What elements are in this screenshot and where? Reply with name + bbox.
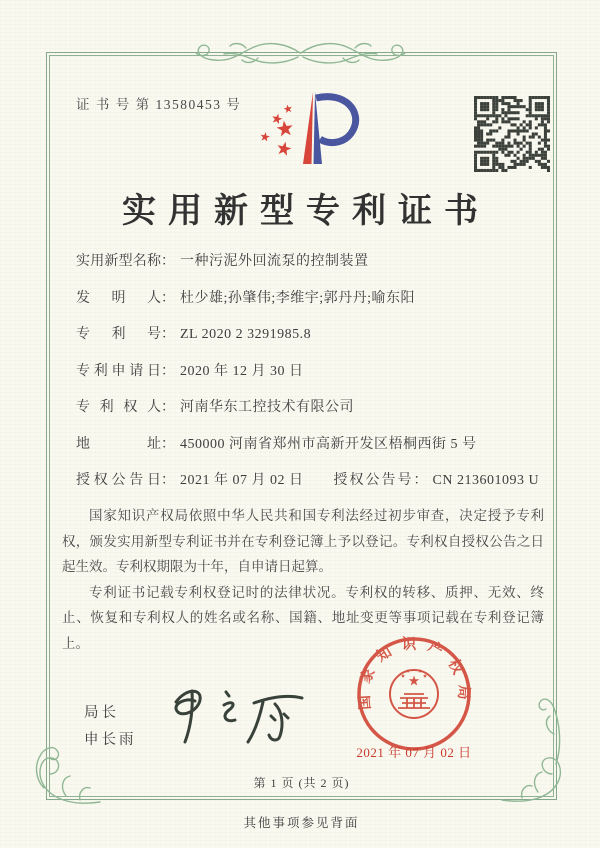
field-value: 2020 年 12 月 30 日 [180, 363, 304, 379]
director-block [84, 700, 137, 754]
field-label: 专利申请日 [76, 363, 161, 379]
back-side-note: 其他事项参见背面 [243, 816, 360, 830]
director-signature [162, 678, 322, 754]
national-emblem-icon [390, 669, 438, 718]
field-label: 实用新型名称 [76, 254, 161, 269]
grant-date-label: 授权公告日 [76, 473, 161, 488]
seal-text: 国家知识产权局 [356, 637, 472, 711]
certificate-number: 证 书 号 第 13580453 号 [76, 97, 242, 112]
field-colon: ： [161, 436, 175, 452]
field-label: 专利权人 [76, 400, 161, 415]
top-border-ornament-icon [188, 40, 413, 67]
field-list [76, 251, 550, 507]
field-row-grant [76, 470, 550, 492]
field-label: 专利号 [76, 327, 161, 342]
field-value: ZL 2020 2 3291985.8 [180, 327, 312, 342]
grant-number-label: 授权公告号 [333, 473, 414, 488]
field-label: 发明人 [76, 290, 161, 306]
field-row-filing-date [76, 361, 550, 383]
director-name: 申长雨 [84, 732, 137, 748]
official-seal [352, 632, 476, 756]
field-value: 450000 河南省郑州市高新开发区梧桐西街 5 号 [180, 436, 477, 452]
field-value: 河南华东工控技术有限公司 [180, 400, 354, 415]
page-number: 第 1 页 (共 2 页) [253, 776, 350, 790]
field-row-address [76, 434, 550, 456]
legal-paragraph-1: 国家知识产权局依照中华人民共和国专利法经过初步审查，决定授予专利权，颁发实用新型专利证书并在专利登记簿上予以登记。专利权自授权公告之日起生效。专利权期限为十年，自申请日起算。 [62, 508, 544, 574]
grant-number-value: CN 213601093 U [432, 473, 540, 488]
field-colon: ： [161, 254, 175, 269]
field-value: 一种污泥外回流泵的控制装置 [180, 254, 369, 269]
legal-paragraph-2: 专利证书记载专利权登记时的法律状况。专利权的转移、质押、无效、终止、恢复和专利权人的姓名或名称、国籍、地址变更等事项记载在专利登记簿上。 [62, 584, 544, 651]
field-row-inventors [76, 288, 550, 310]
field-colon: ： [161, 290, 175, 306]
field-colon: ： [161, 363, 175, 379]
director-title: 局长 [84, 705, 119, 721]
field-row-patent-number [76, 324, 550, 346]
field-colon: ： [413, 473, 428, 488]
grant-date-value: 2021 年 07 月 02 日 [180, 473, 304, 488]
field-colon: ： [161, 473, 175, 488]
field-label: 地址 [76, 436, 161, 452]
seal-date: 2021 年 07 月 02 日 [356, 745, 472, 760]
field-row-patentee [76, 397, 550, 419]
field-colon: ： [161, 400, 175, 415]
field-value: 杜少雄;孙肇伟;李维宇;郭丹丹;喻东阳 [180, 290, 416, 306]
field-row-name [76, 251, 550, 273]
certificate-title: 实用新型专利证书 [122, 193, 490, 230]
field-colon: ： [161, 327, 175, 342]
cnipa-logo-icon [250, 86, 375, 171]
qr-code [474, 96, 550, 172]
